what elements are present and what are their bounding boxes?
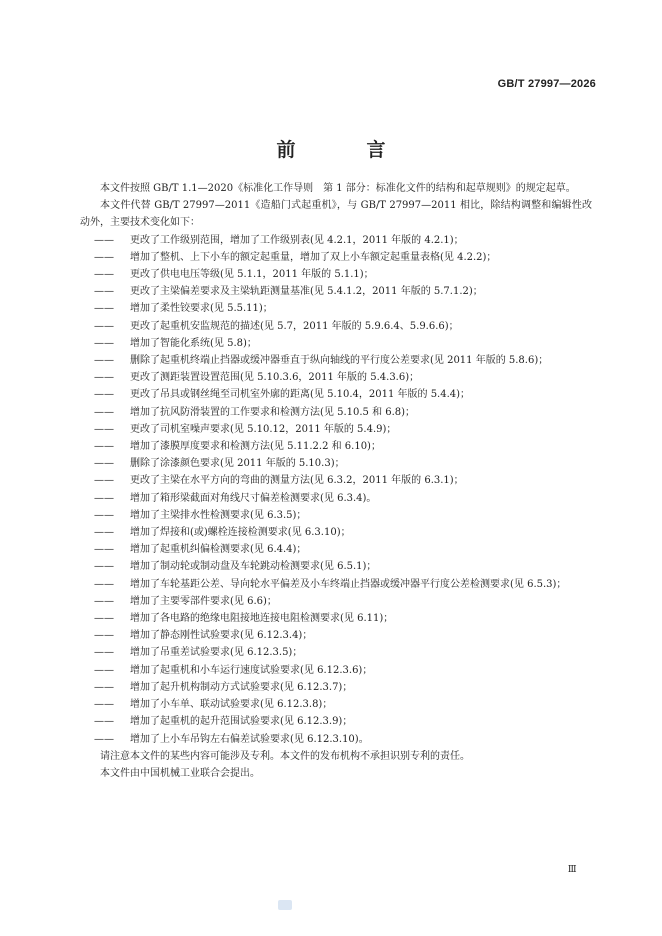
change-text: 增加了抗风防滑装置的工作要求和检测方法(见 5.10.5 和 6.8)； [130,406,416,418]
list-dash: —— [94,699,114,711]
page-number: Ⅲ [567,865,576,875]
change-list-item [80,421,592,438]
patent-notice: 请注意本文件的某些内容可能涉及专利。本文件的发布机构不承担识别专利的责任。 [100,750,470,762]
change-text: 删除了起重机终端止挡器或缓冲器垂直于纵向轴线的平行度公差要求(见 2011 年版的 5.8.6)； [130,355,549,367]
change-text: 增加了车轮基距公差、导向轮水平偏差及小车终端止挡器或缓冲器平行度公差检测要求(见 6.5.3)； [130,578,567,590]
list-dash: —— [94,269,114,281]
list-dash: —— [94,372,114,384]
change-list-item [80,679,592,696]
list-dash: —— [94,647,114,659]
change-list-item [80,352,592,369]
change-list-item [80,472,592,489]
change-text: 增加了箱形梁截面对角线尺寸偏差检测要求(见 6.3.4)。 [130,492,377,504]
change-list-item [80,369,592,386]
change-text: 增加了主梁排水性检测要求(见 6.3.5)； [130,509,307,521]
change-text: 增加了起重机纠偏检测要求(见 6.4.4)； [130,544,307,556]
change-text: 更改了工作级别范围，增加了工作级别表(见 4.2.1，2011 年版的 4.2.1)； [130,234,464,246]
change-text: 增加了智能化系统(见 5.8)； [130,337,257,349]
change-list-item [80,558,592,575]
list-dash: —— [94,681,114,693]
change-list-item [80,335,592,352]
change-list-item [80,593,592,610]
change-list-item [80,490,592,507]
list-dash: —— [94,251,114,263]
list-dash: —— [94,441,114,453]
list-dash: —— [94,423,114,435]
change-list-item [80,541,592,558]
change-list-item [80,731,592,748]
change-list-item [80,438,592,455]
list-dash: —— [94,716,114,728]
list-dash: —— [94,733,114,745]
change-list-item [80,610,592,627]
list-dash: —— [94,458,114,470]
change-list-item [80,507,592,524]
change-list [80,232,592,748]
list-dash: —— [94,286,114,298]
list-dash: —— [94,613,114,625]
change-list-item [80,249,592,266]
change-text: 更改了司机室噪声要求(见 5.10.12，2011 年版的 5.4.9)； [130,423,397,435]
change-list-item [80,300,592,317]
change-list-item [80,232,592,249]
change-text: 增加了起重机的起升范围试验要求(见 6.12.3.9)； [130,716,353,728]
intro-paragraph: 本文件按照 GB/T 1.1—2020《标准化工作导则 第 1 部分：标准化文件的结构和起草规则》的规定起草。 [100,183,576,194]
change-list-item [80,455,592,472]
list-dash: —— [94,389,114,401]
change-text: 增加了静态刚性试验要求(见 6.12.3.4)； [130,630,313,642]
list-dash: —— [94,492,114,504]
change-text: 增加了焊接和(或)螺栓连接检测要求(见 6.3.10)； [130,527,351,539]
change-list-item [80,386,592,403]
list-dash: —— [94,561,114,573]
change-list-item [80,404,592,421]
change-text: 更改了主梁在水平方向的弯曲的测量方法(见 6.3.2，2011 年版的 6.3.1)； [130,475,464,487]
list-dash: —— [94,475,114,487]
list-dash: —— [94,355,114,367]
list-dash: —— [94,544,114,556]
change-text: 增加了起升机构制动方式试验要求(见 6.12.3.7)； [130,681,353,693]
change-text: 增加了整机、上下小车的额定起重量，增加了双上小车额定起重量表格(见 4.2.2)； [130,251,497,263]
change-list-item [80,644,592,661]
change-text: 增加了上小车吊钩左右偏差试验要求(见 6.12.3.10)。 [130,733,369,745]
list-dash: —— [94,527,114,539]
change-text: 增加了起重机和小车运行速度试验要求(见 6.12.3.6)； [130,664,373,676]
change-text: 增加了柔性铰要求(见 5.5.11)； [130,303,273,315]
change-text: 增加了吊重差试验要求(见 6.12.3.5)； [130,647,303,659]
change-list-item [80,524,592,541]
change-text: 更改了主梁偏差要求及主梁轨距测量基准(见 5.4.1.2，2011 年版的 5.7.1.2)； [130,286,483,298]
change-text: 更改了测距装置设置范围(见 5.10.3.6，2011 年版的 5.4.3.6)； [130,372,420,384]
change-text: 增加了主要零部件要求(见 6.6)； [130,595,277,607]
change-text: 增加了各电路的绝缘电阻接地连接电阻检测要求(见 6.11)； [130,613,394,625]
foreword-body [80,180,592,782]
change-text: 增加了制动轮或制动盘及车轮跳动检测要求(见 6.5.1)； [130,561,377,573]
change-list-item [80,318,592,335]
change-list-item [80,713,592,730]
intro-paragraph: 本文件代替 GB/T 27997—2011《造船门式起重机》，与 GB/T 27997—2011 相比，除结构调整和编辑性改动外，主要技术变化如下： [80,200,592,229]
change-text: 更改了起重机安监规范的描述(见 5.7，2011 年版的 5.9.6.4、5.9.6.6)； [130,320,459,332]
list-dash: —— [94,578,114,590]
change-text: 增加了漆膜厚度要求和检测方法(见 5.11.2.2 和 6.10)； [130,441,381,453]
change-text: 更改了吊具或钢丝绳至司机室外廓的距离(见 5.10.4，2011 年版的 5.4.4)； [130,389,471,401]
change-text: 删除了涂漆颜色要求(见 2011 年版的 5.10.3)； [130,458,345,470]
standard-code: GB/T 27997—2026 [497,78,596,90]
proposer-paragraph: 本文件由中国机械工业联合会提出。 [100,767,260,779]
page-title: 前 言 [276,139,412,161]
list-dash: —— [94,664,114,676]
list-dash: —— [94,406,114,418]
change-text: 增加了小车单、联动试验要求(见 6.12.3.8)； [130,699,333,711]
list-dash: —— [94,234,114,246]
change-list-item [80,283,592,300]
list-dash: —— [94,337,114,349]
list-dash: —— [94,595,114,607]
list-dash: —— [94,303,114,315]
list-dash: —— [94,630,114,642]
change-list-item [80,627,592,644]
change-text: 更改了供电电压等级(见 5.1.1，2011 年版的 5.1.1)； [130,269,374,281]
list-dash: —— [94,320,114,332]
change-list-item [80,696,592,713]
watermark-logo [278,900,292,910]
list-dash: —— [94,509,114,521]
change-list-item [80,662,592,679]
change-list-item [80,576,592,593]
change-list-item [80,266,592,283]
